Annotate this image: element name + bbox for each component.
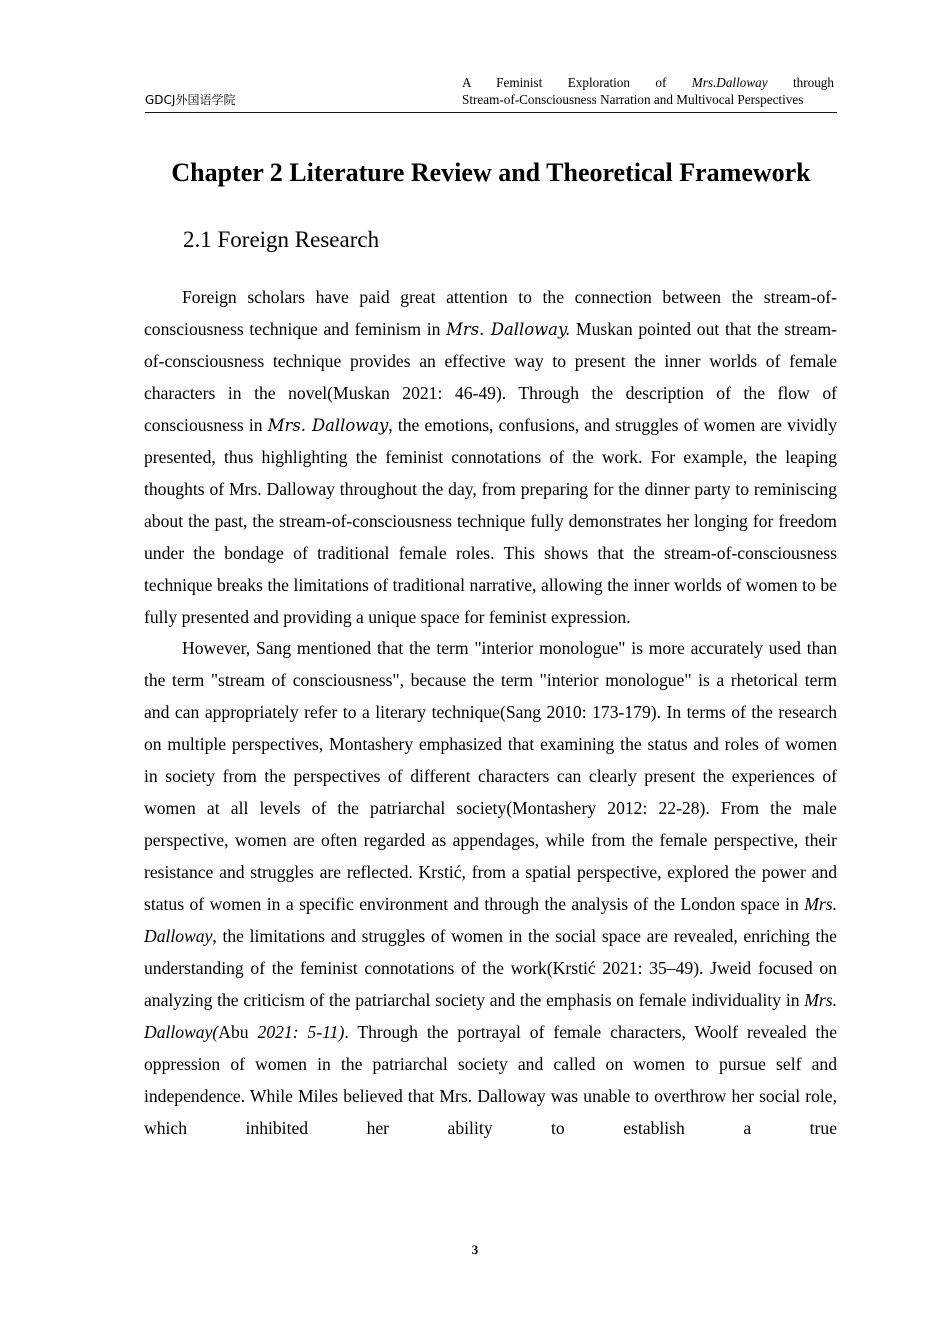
- paragraph-2-text-b: , the limitations and struggles of women in the social space are revealed, enriching the understanding of the feminist connotations of the work(Krstić 2021: 35–49). Jweid focused on analyzing the criticism of the patriarchal society and the emphasis on female individuality in: [144, 926, 837, 1010]
- citation-italic: 2021: 5-11): [257, 1021, 345, 1042]
- header-divider: [145, 112, 837, 113]
- page-number: 3: [471, 1242, 479, 1257]
- section-heading: 2.1 Foreign Research: [183, 227, 380, 252]
- paragraph-1-text-c: , the emotions, confusions, and struggles of women are vividly presented, thus highlighting the feminist connotations of the work. For example, the leaping thoughts of Mrs. Dalloway throughout the day, from preparing for the dinner party to reminiscing about the past, the stream-of-consciousness technique fully demonstrates her longing for freedom under the bondage of traditional female roles. This shows that the stream-of-consciousness technique breaks the limitations of traditional narrative, allowing the inner worlds of women to be fully presented and providing a unique space for feminist expression.: [144, 414, 838, 627]
- body-text: [144, 282, 837, 1145]
- novel-title-italic: Mrs. Dalloway: [144, 894, 837, 947]
- paragraph-1-text-a: Foreign scholars have paid great attention to the connection between the stream-of-consciousness technique and feminism in: [144, 287, 837, 339]
- paragraph-2-text-a: However, Sang mentioned that the term "interior monologue" is more accurately used than the term "stream of consciousness", because the term "interior monologue" is a rhetorical term and can appropriately refer to a literary technique(Sang 2010: 173-179). In terms of the research on multiple perspectives, Montashery emphasized that examining the status and roles of women in society from the perspectives of different characters can clearly present the experiences of women at all levels of the patriarchal society(Montashery 2012: 22-28). From the male perspective, women are often regarded as appendages, while from the female perspective, their resistance and struggles are reflected. Krstić, from a spatial perspective, explored the power and status of women in a specific environment and through the analysis of the London space in: [144, 638, 837, 915]
- novel-title-italic: Mrs. Dalloway: [267, 415, 389, 435]
- header-institution: GDCJ外国语学院: [145, 93, 236, 107]
- citation-author: Abu: [218, 1021, 258, 1042]
- novel-title-italic: Mrs. Dalloway(: [144, 989, 837, 1042]
- paragraph-2-text-c: . Through the portrayal of female characters, Woolf revealed the oppression of women in the patriarchal society and called on women to pursue self and independence. While Miles believed that Mrs. Dalloway was unable to overthrow her social role, which inhibited her ability to establish a true: [144, 1021, 837, 1138]
- running-header-novel-title: Mrs.Dalloway: [691, 75, 768, 90]
- novel-title-italic: Mrs. Dalloway.: [446, 319, 571, 339]
- paragraph-2: [144, 633, 837, 1144]
- paragraph-1-text-b: Muskan pointed out that the stream-of-consciousness technique provides an effective way to present the inner worlds of female characters in the novel(Muskan 2021: 46-49). Through the description of the flow of consciousness in: [144, 318, 837, 435]
- chapter-title: Chapter 2 Literature Review and Theoretical Framework: [171, 158, 811, 187]
- running-header-line-2: Stream-of-Consciousness Narration and Multivocal Perspectives: [462, 92, 804, 107]
- running-header-pre: A Feminist Exploration of: [462, 75, 692, 90]
- paragraph-1: [144, 282, 837, 633]
- running-header-line-1: [462, 74, 834, 91]
- running-header-title: [462, 74, 834, 108]
- running-header-post: through: [767, 75, 834, 90]
